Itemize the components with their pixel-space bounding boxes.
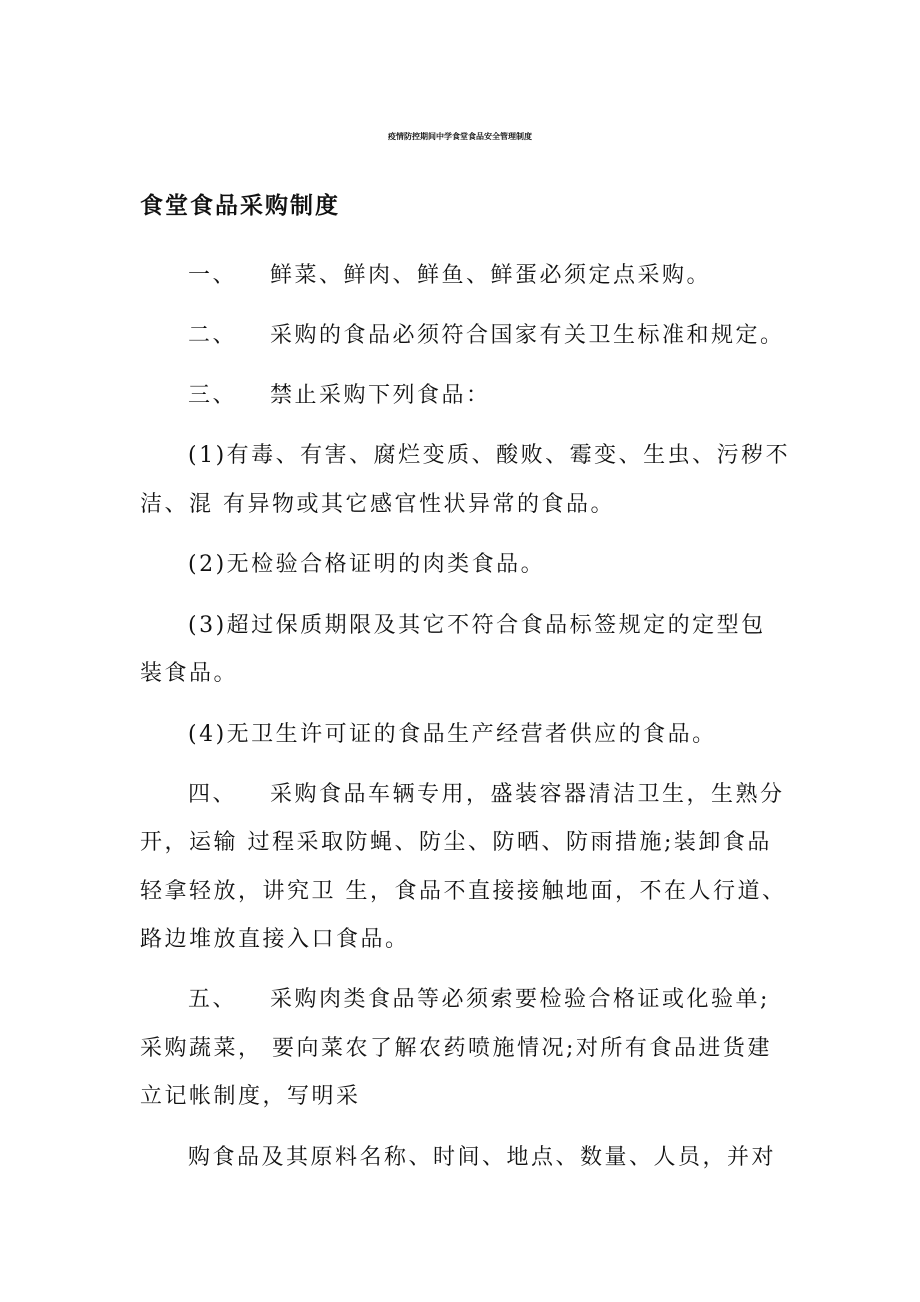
sub-item-3-line-1: (3)超过保质期限及其它不符合食品标签规定的定型包 xyxy=(188,613,766,638)
list-item-4-line-3: 轻拿轻放，讲究卫 生，食品不直接接触地面，不在人行道、 xyxy=(140,879,787,904)
list-item-1 xyxy=(188,258,711,294)
item-number: 四、 xyxy=(188,782,238,807)
sub-item-4-line-1: (4)无卫生许可证的食品生产经营者供应的食品。 xyxy=(188,722,717,747)
item-number: 一、 xyxy=(188,263,238,288)
item-number: 二、 xyxy=(188,323,238,348)
list-item-4-line-4: 路边堆放直接入口食品。 xyxy=(140,927,410,952)
item-text: 鲜菜、鲜肉、鲜鱼、鲜蛋必须定点采购。 xyxy=(270,263,712,288)
item-text: 禁止采购下列食品： xyxy=(270,383,491,408)
list-item-2 xyxy=(188,318,785,354)
list-item-5-line-1 xyxy=(188,982,770,1018)
item-text: 采购食品车辆专用，盛装容器清洁卫生，生熟分 xyxy=(270,782,785,807)
list-item-4-line-2: 开，运输 过程采取防蝇、防尘、防晒、防雨措施;装卸食品 xyxy=(140,830,772,855)
sub-item-1-line-2: 洁、混 有异物或其它感官性状异常的食品。 xyxy=(140,492,615,517)
item-number: 三、 xyxy=(188,383,238,408)
list-item-4-line-1 xyxy=(188,777,785,813)
document-title: 疫情防控期间中学食堂食品安全管理制度 xyxy=(388,131,532,141)
item-number: 五、 xyxy=(188,987,238,1012)
list-item-3 xyxy=(188,378,491,414)
item-text: 采购肉类食品等必须索要检验合格证或化验单; xyxy=(270,987,770,1012)
sub-item-3-line-2: 装食品。 xyxy=(140,661,239,686)
sub-item-1-line-1: (1)有毒、有害、腐烂变质、酸败、霉变、生虫、污秽不 xyxy=(188,443,791,468)
continuation-paragraph: 购食品及其原料名称、时间、地点、数量、人员，并对 xyxy=(188,1145,777,1170)
list-item-5-line-3: 立记帐制度，写明采 xyxy=(140,1084,361,1109)
list-item-5-line-2: 采购蔬菜， 要向菜农了解农药喷施情况;对所有食品进货建 xyxy=(140,1036,772,1061)
section-heading: 食堂食品采购制度 xyxy=(140,192,340,219)
item-text: 采购的食品必须符合国家有关卫生标准和规定。 xyxy=(270,323,785,348)
sub-item-2-line-1: (2)无检验合格证明的肉类食品。 xyxy=(188,552,546,577)
